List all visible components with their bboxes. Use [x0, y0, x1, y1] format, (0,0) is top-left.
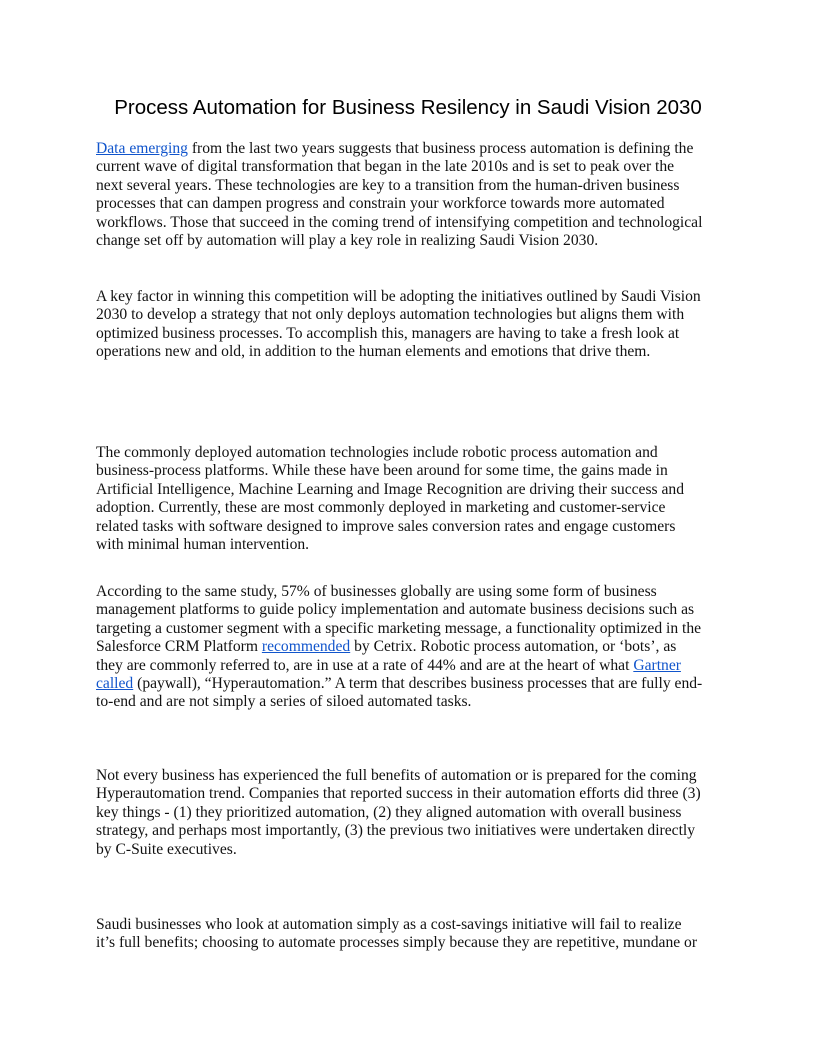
text-segment: optimized business processes. To accomplish this, managers are having to take a fresh look at — [96, 324, 680, 342]
text-segment: (paywall), “Hyperautomation.” A term that describes business processes that are fully end- — [133, 675, 703, 693]
text-line — [96, 288, 736, 306]
text-segment: they are commonly referred to, are in use at a rate of 44% and are at the heart of what — [96, 656, 634, 674]
text-line — [96, 462, 736, 480]
text-line — [96, 767, 736, 785]
text-segment: strategy, and perhaps most importantly, (3) the previous two initiatives were undertaken directly — [96, 822, 696, 840]
text-segment: Not every business has experienced the full benefits of automation or is prepared for the coming — [96, 767, 697, 784]
text-line — [96, 306, 736, 324]
text-line — [96, 177, 736, 195]
text-segment: operations new and old, in addition to the human elements and emotions that drive them. — [96, 343, 651, 361]
paragraph — [96, 767, 736, 859]
text-segment: with minimal human intervention. — [96, 536, 310, 554]
text-segment: processes that can dampen progress and constrain your workforce towards more automated — [96, 195, 665, 213]
text-line — [96, 785, 736, 803]
text-line — [96, 444, 736, 462]
text-segment: Hyperautomation trend. Companies that reported success in their automation efforts did three (3) — [96, 785, 701, 803]
text-segment: Artificial Intelligence, Machine Learning and Image Recognition are driving their success and — [96, 480, 685, 498]
text-line — [96, 518, 736, 536]
text-line — [96, 214, 736, 232]
text-line — [96, 195, 736, 213]
hyperlink[interactable]: Gartner — [633, 656, 681, 674]
text-segment: by Cetrix. Robotic process automation, or ‘bots’, as — [350, 638, 677, 656]
text-segment: change set off by automation will play a key role in realizing Saudi Vision 2030. — [96, 232, 599, 250]
text-segment: 2030 to develop a strategy that not only deploys automation technologies but aligns them with — [96, 306, 685, 324]
text-segment: by C-Suite executives. — [96, 840, 237, 858]
text-segment: According to the same study, 57% of businesses globally are using some form of business — [96, 583, 657, 600]
paragraph — [96, 444, 736, 554]
text-line — [96, 601, 736, 619]
text-line — [96, 638, 736, 656]
text-line — [96, 804, 736, 822]
text-segment: workflows. Those that succeed in the coming trend of intensifying competition and technological — [96, 213, 703, 231]
hyperlink[interactable]: recommended — [261, 638, 351, 656]
paragraph — [96, 583, 736, 712]
text-line — [96, 343, 736, 361]
text-segment: it’s full benefits; choosing to automate processes simply because they are repetitive, mundane or — [96, 934, 698, 952]
text-segment: to-end and are not simply a series of siloed automated tasks. — [96, 693, 472, 711]
text-line — [96, 822, 736, 840]
text-segment: current wave of digital transformation that began in the late 2010s and is set to peak over the — [96, 158, 675, 176]
text-line — [96, 232, 736, 250]
text-segment: key things - (1) they prioritized automation, (2) they aligned automation with overall business — [96, 803, 682, 821]
text-segment: adoption. Currently, these are most commonly deployed in marketing and customer-service — [96, 499, 666, 517]
paragraph — [96, 140, 736, 250]
text-segment: management platforms to guide policy implementation and automate business decisions such as — [96, 601, 695, 619]
text-line — [96, 675, 736, 693]
text-line — [96, 916, 736, 934]
text-line — [96, 693, 736, 711]
paragraph — [96, 288, 736, 362]
text-segment: related tasks with software designed to improve sales conversion rates and engage customers — [96, 517, 676, 535]
paragraph — [96, 916, 736, 953]
text-segment: next several years. These technologies are key to a transition from the human-driven business — [96, 176, 680, 194]
text-segment: targeting a customer segment with a specific marketing message, a functionality optimized in the — [96, 619, 702, 637]
text-segment: from the last two years suggests that business process automation is defining the — [187, 140, 694, 157]
document-title: Process Automation for Business Resilency in Saudi Vision 2030 — [114, 96, 702, 119]
hyperlink[interactable]: Data emerging — [96, 140, 188, 157]
text-line — [96, 583, 736, 601]
text-segment: The commonly deployed automation technologies include robotic process automation and — [96, 444, 658, 461]
text-line — [96, 841, 736, 859]
text-segment: A key factor in winning this competition will be adopting the initiatives outlined by Saudi Vision — [96, 288, 701, 305]
text-segment: business-process platforms. While these have been around for some time, the gains made in — [96, 462, 668, 480]
text-line — [96, 481, 736, 499]
text-line — [96, 620, 736, 638]
text-segment: Saudi businesses who look at automation simply as a cost-savings initiative will fail to realize — [96, 916, 682, 933]
hyperlink[interactable]: called — [96, 675, 134, 693]
text-line — [96, 140, 736, 158]
text-line — [96, 325, 736, 343]
text-line — [96, 536, 736, 554]
text-line — [96, 934, 736, 952]
text-line — [96, 158, 736, 176]
text-segment: Salesforce CRM Platform — [96, 638, 262, 656]
text-line — [96, 499, 736, 517]
text-line — [96, 657, 736, 675]
